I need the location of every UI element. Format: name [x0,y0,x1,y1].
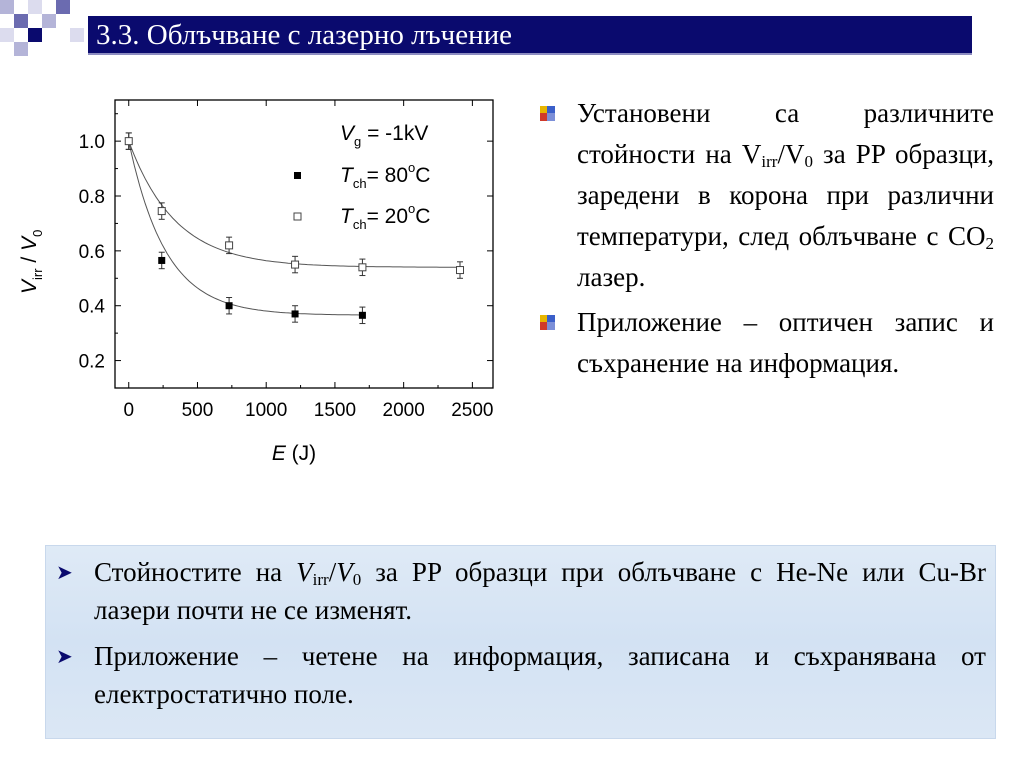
legend-label-80c: $T_{ch}= 80^oC$ [340,160,431,191]
data-point-20c [457,267,464,274]
chart [0,90,520,480]
x-tick-label: 500 [181,400,214,421]
x-axis-label: E (J) [271,442,317,465]
colored-square-bullet-icon [540,106,555,121]
bottom-bullet-list [52,553,986,721]
data-point-80c [359,312,366,319]
x-tick-label: 1000 [245,400,288,421]
fit-curve [129,141,363,315]
bullet-item: Приложение – оптичен запис и съхранение на информация. [540,302,994,384]
bullet-item: Установени са различните стойности на $V_{irr}/V_0$ за PP образци, заредени в корона при различни температури, след облъчване с $CO_2$ лазер. [540,93,994,298]
y-tick-label: 0.6 [78,241,105,263]
arrow-bullet-icon: ➤ [56,560,73,584]
colored-square-bullet-icon [540,315,555,330]
data-point-80c [292,310,299,317]
x-tick-label: 1500 [313,400,357,421]
x-tick-label: 0 [123,400,135,421]
y-tick-label: 0.4 [78,296,105,318]
data-point-80c [226,302,233,309]
y-tick-label: 1.0 [78,132,105,154]
arrow-bullet-icon: ➤ [56,644,73,668]
legend-marker-80c [294,172,301,179]
slide-title: 3.3. Облъчване с лазерно лъчение [96,19,512,51]
legend-label-20c: $T_{ch}= 20^oC$ [340,201,431,232]
data-point-20c [125,138,132,145]
bullet-item: ➤ Стойностите на $V_{irr}/V_0$ за PP образци при облъчване с He-Ne или Cu-Br лазери почти не се изменят. [52,553,986,629]
right-bullet-list [540,93,994,388]
y-tick-label: 0.8 [78,187,105,208]
bullet-item: ➤ Приложение – четене на информация, записана и съхранявана от електростатично поле. [52,637,986,713]
data-point-80c [158,257,165,264]
plot-frame [115,100,493,388]
title-bar [88,16,972,53]
x-tick-label: 2000 [382,400,425,421]
title-underline [88,53,972,55]
data-point-20c [158,208,165,215]
y-axis-label: $V_{irr} / V_0$ [18,229,45,294]
data-point-20c [226,242,233,249]
legend-condition: $V_g = -1kV$ [340,122,429,149]
data-point-20c [292,261,299,268]
x-tick-label: 2500 [451,400,494,421]
legend-marker-20c [294,213,301,220]
y-tick-label: 0.2 [78,351,105,373]
data-point-20c [359,264,366,271]
